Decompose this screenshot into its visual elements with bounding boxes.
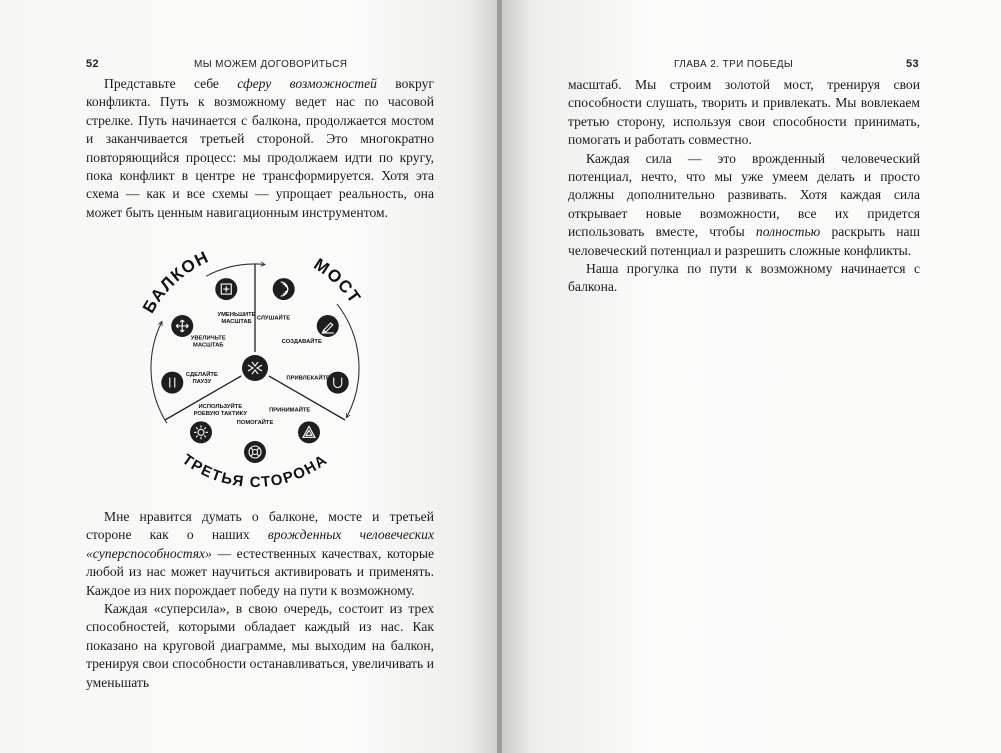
sector-label: УМЕНЬШИТЕ МАСШТАБ <box>217 311 256 325</box>
paragraph: масштаб. Мы строим золотой мост, тренируя свои способности слушать, творить и привлекать. Мы вовлекаем третью сторону, используя свои способности принимать, помогать и работать совместно. <box>568 77 920 148</box>
left-page <box>0 0 498 753</box>
left-page-number: 52 <box>86 58 100 70</box>
sector-label: ПОМОГАЙТЕ <box>236 420 274 426</box>
sector-label: УВЕЛИЧЬТЕ МАСШТАБ <box>190 335 226 349</box>
paragraph: Каждая «суперсила», в свою очередь, состоит из трех способностей, которыми обладает каждый из нас. Как показано на круговой диаграмме, мы выходим на балкон, тренируя свои способности останавливаться, увеличивать и уменьшать <box>86 601 434 690</box>
triangle-icon <box>298 421 320 443</box>
swarm-icon <box>190 421 212 443</box>
sector-label: СОЗДАВАЙТЕ <box>281 339 322 345</box>
pause-icon <box>161 372 183 394</box>
sector-label: ИСПОЛЬЗУЙТЕ РОЕВУЮ ТАКТИКУ <box>193 403 247 417</box>
paragraph: Наша прогулка по пути к возможному начинается с балкона. <box>568 261 920 295</box>
listen-icon <box>273 278 295 300</box>
paragraph: Каждая сила — это врожденный человеческий потенциал, нечто, что мы уже умеем делать и просто должны дополнительно развивать. Хотя каждая сила открывает новые возможности, все их придется использовать вместе, чтобы полностью раскрыть наш человеческий потенциал и разрешить сложные конфликты. <box>568 150 920 258</box>
right-running-head: ГЛАВА 2. ТРИ ПОБЕДЫ <box>674 59 794 70</box>
sector-label: СЛУШАЙТЕ <box>256 315 291 322</box>
sector-label: СДЕЛАЙТЕ ПАУЗУ <box>185 371 218 385</box>
paragraph: Мне нравится думать о балконе, мосте и третьей стороне как о наших врожденных человеческих «суперспособностях» — естественных качествах, которые любой из нас может научиться активировать и применять. Каждое из них порождает победу на пути к возможному. <box>86 509 434 598</box>
right-page <box>502 0 1001 753</box>
sphere-of-possibility-diagram <box>125 238 385 498</box>
cycle-arrow-right <box>337 304 359 417</box>
magnet-icon <box>327 372 349 394</box>
right-text <box>568 76 920 297</box>
left-text-top <box>86 75 434 222</box>
bridge-label: МОСТ <box>310 254 365 308</box>
conflict-icon <box>242 355 268 381</box>
pencil-icon <box>317 315 339 337</box>
zoom-in-icon <box>215 278 237 300</box>
left-text-bottom <box>86 508 434 692</box>
right-page-number: 53 <box>906 58 920 70</box>
zoom-out-icon <box>171 315 193 337</box>
sector-label: ПРИНИМАЙТЕ <box>269 407 311 414</box>
left-running-head: МЫ МОЖЕМ ДОГОВОРИТЬСЯ <box>194 59 348 70</box>
balcony-label: БАЛКОН <box>139 247 213 317</box>
lifebuoy-icon <box>244 441 266 463</box>
sector-label: ПРИВЛЕКАЙТЕ <box>286 375 330 382</box>
cycle-arrow-left <box>151 322 167 423</box>
third-side-label: ТРЕТЬЯ СТОРОНА <box>178 450 332 492</box>
paragraph: Представьте себе сферу возможностей вокруг конфликта. Путь к возможному ведет нас по часовой стрелке. Путь начинается с балкона, продолжается мостом и заканчивается третьей стороной. Это многократно повторяющийся процесс: мы продолжаем идти по кругу, пока конфликт в центре не трансформируется. Хотя эта схема — как и все схемы — упрощает реальность, она может быть ценным навигационным инструментом. <box>86 76 435 220</box>
